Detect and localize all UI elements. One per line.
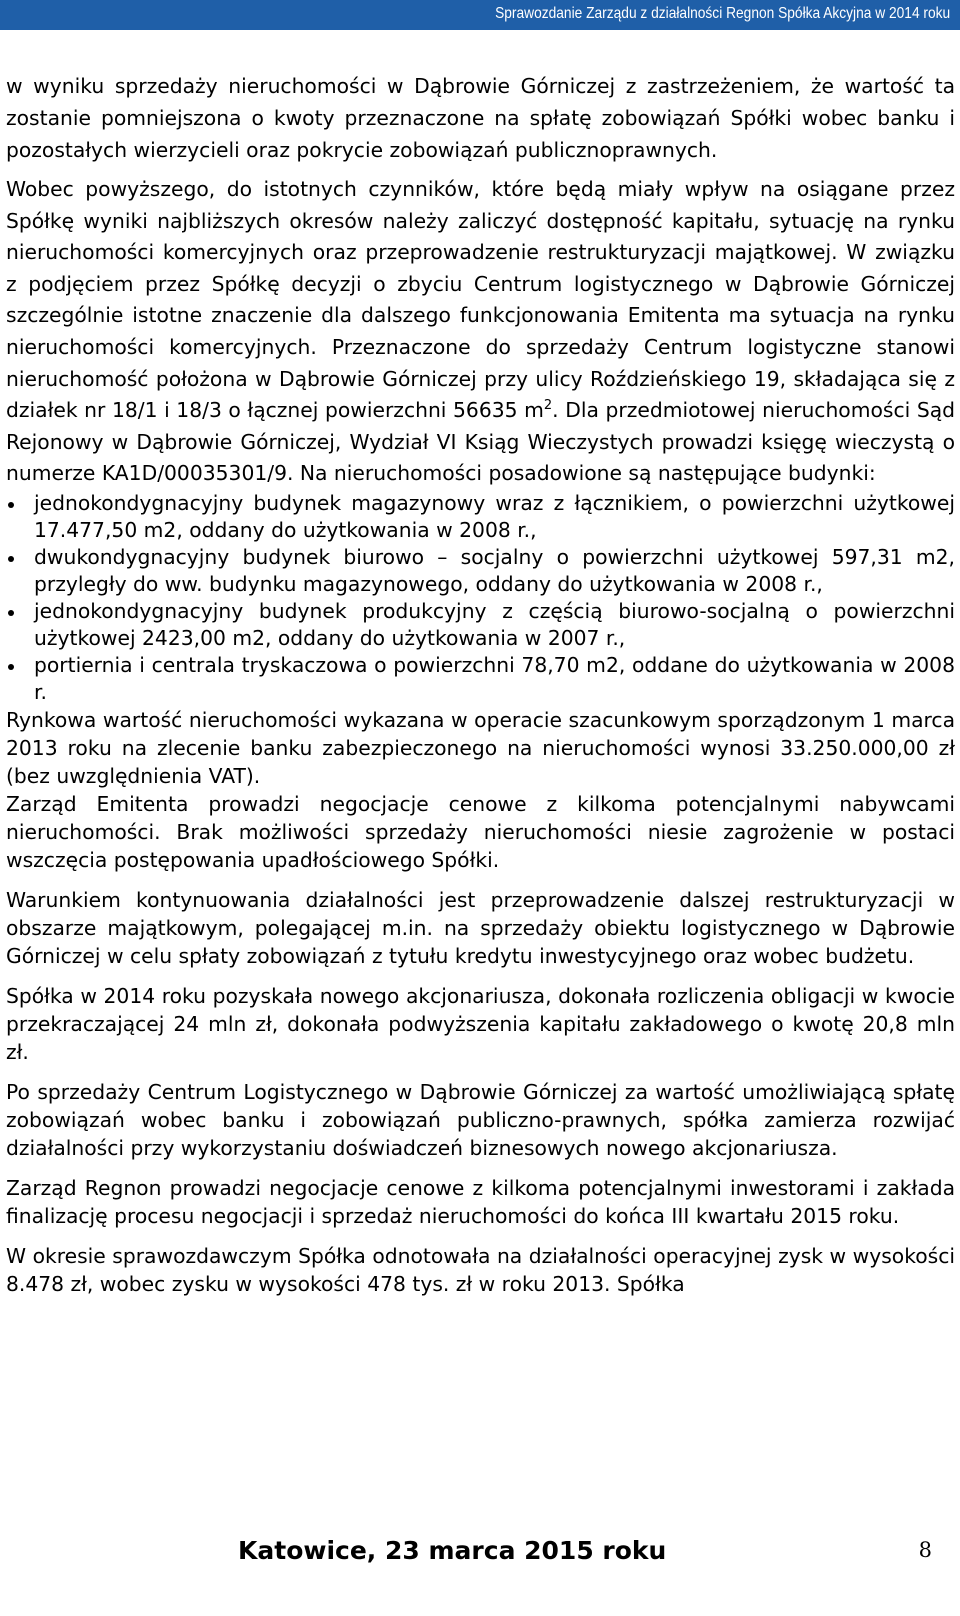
paragraph-6: Spółka w 2014 roku pozyskała nowego akcjonariusza, dokonała rozliczenia obligacji w kwocie przekraczającej 24 mln zł, dokonała podwyższenia kapitału zakładowego o kwotę 20,8 mln zł. xyxy=(6,983,955,1064)
superscript-2: 2 xyxy=(543,398,553,414)
document-title: Sprawozdanie Zarządu z działalności Regnon Spółka Akcyjna w 2014 roku xyxy=(494,5,950,22)
paragraph-4: Zarząd Emitenta prowadzi negocjacje cenowe z kilkoma potencjalnymi nabywcami nieruchomości. Brak możliwości sprzedaży nieruchomości niesie zagrożenie w postaci wszczęcia postępowania upadłościowego Spółki. xyxy=(6,791,955,872)
paragraph-2-text: Wobec powyższego, do istotnych czynników, które będą miały wpływ na osiągane przez Spółkę wyniki najbliższych okresów należy zaliczyć dostępność kapitału, sytuację na rynku nieruchomości komercyjnych oraz przeprowadzenie restrukturyzacji majątkowej. W związku z podjęciem przez Spółkę decyzji o zbyciu Centrum logistycznego w Dąbrowie Górniczej szczególnie istotne znaczenie dla dalszego funkcjonowania Emitenta ma sytuacja na rynku nieruchomości komercyjnych. Przeznaczone do sprzedaży Centrum logistyczne stanowi nieruchomość położona w Dąbrowie Górniczej przy ulicy Roździeńskiego 19, składająca się z działek nr 18/1 i 18/3 o łącznej powierzchni 56635 m xyxy=(6,177,955,423)
document-body xyxy=(6,70,955,1298)
bullet-icon xyxy=(8,556,14,562)
footer-location-date: Katowice, 23 marca 2015 roku xyxy=(238,1536,667,1565)
bullet-icon xyxy=(8,502,14,508)
paragraph-9: W okresie sprawozdawczym Spółka odnotowała na działalności operacyjnej zysk w wysokości 8.478 zł, wobec zysku w wysokości 478 tys. zł w roku 2013. Spółka xyxy=(6,1243,955,1296)
paragraph-2-tail: . Dla przedmiotowej nieruchomości Sąd Rejonowy w Dąbrowie Górniczej, Wydział VI Ksiąg Wieczystych prowadzi księgę wieczystą o numerze KA1D/00035301/9. Na nieruchomości posadowione są następujące budynki: xyxy=(6,398,955,486)
building-list xyxy=(6,490,955,706)
list-item: portiernia i centrala tryskaczowa o powierzchni 78,70 m2, oddane do użytkowania w 2008 r. xyxy=(6,652,955,706)
list-item: jednokondygnacyjny budynek produkcyjny z częścią biurowo-socjalną o powierzchni użytkowej 2423,00 m2, oddany do użytkowania w 2007 r., xyxy=(6,598,955,652)
paragraph-2 xyxy=(6,174,955,490)
paragraph-7: Po sprzedaży Centrum Logistycznego w Dąbrowie Górniczej za wartość umożliwiającą spłatę zobowiązań wobec banku i zobowiązań publiczno-prawnych, spółka zamierza rozwijać działalności przy wykorzystaniu doświadczeń biznesowych nowego akcjonariusza. xyxy=(6,1079,955,1160)
list-item: jednokondygnacyjny budynek magazynowy wraz z łącznikiem, o powierzchni użytkowej 17.477,50 m2, oddany do użytkowania w 2008 r., xyxy=(6,490,955,544)
paragraph-1: w wyniku sprzedaży nieruchomości w Dąbrowie Górniczej z zastrzeżeniem, że wartość ta zostanie pomniejszona o kwoty przeznaczone na spłatę zobowiązań Spółki wobec banku i pozostałych wierzycieli oraz pokrycie zobowiązań publicznoprawnych. xyxy=(6,74,955,162)
list-item: dwukondygnacyjny budynek biurowo – socjalny o powierzchni użytkowej 597,31 m2, przyległy do ww. budynku magazynowego, oddany do użytkowania w 2008 r., xyxy=(6,544,955,598)
page-header xyxy=(0,0,960,30)
paragraph-8: Zarząd Regnon prowadzi negocjacje cenowe z kilkoma potencjalnymi inwestorami i zakłada finalizację procesu negocjacji i sprzedaż nieruchomości do końca III kwartału 2015 roku. xyxy=(6,1175,955,1228)
paragraph-5: Warunkiem kontynuowania działalności jest przeprowadzenie dalszej restrukturyzacji w obszarze majątkowym, polegającej m.in. na sprzedaży obiektu logistycznego w Dąbrowie Górniczej w celu spłaty zobowiązań z tytułu kredytu inwestycyjnego oraz wobec budżetu. xyxy=(6,887,955,968)
page-number: 8 xyxy=(918,1538,932,1562)
bullet-icon xyxy=(8,664,14,670)
paragraph-3: Rynkowa wartość nieruchomości wykazana w operacie szacunkowym sporządzonym 1 marca 2013 roku na zlecenie banku zabezpieczonego na nieruchomości wynosi 33.250.000,00 zł (bez uwzględnienia VAT). xyxy=(6,707,955,788)
bullet-icon xyxy=(8,610,14,616)
